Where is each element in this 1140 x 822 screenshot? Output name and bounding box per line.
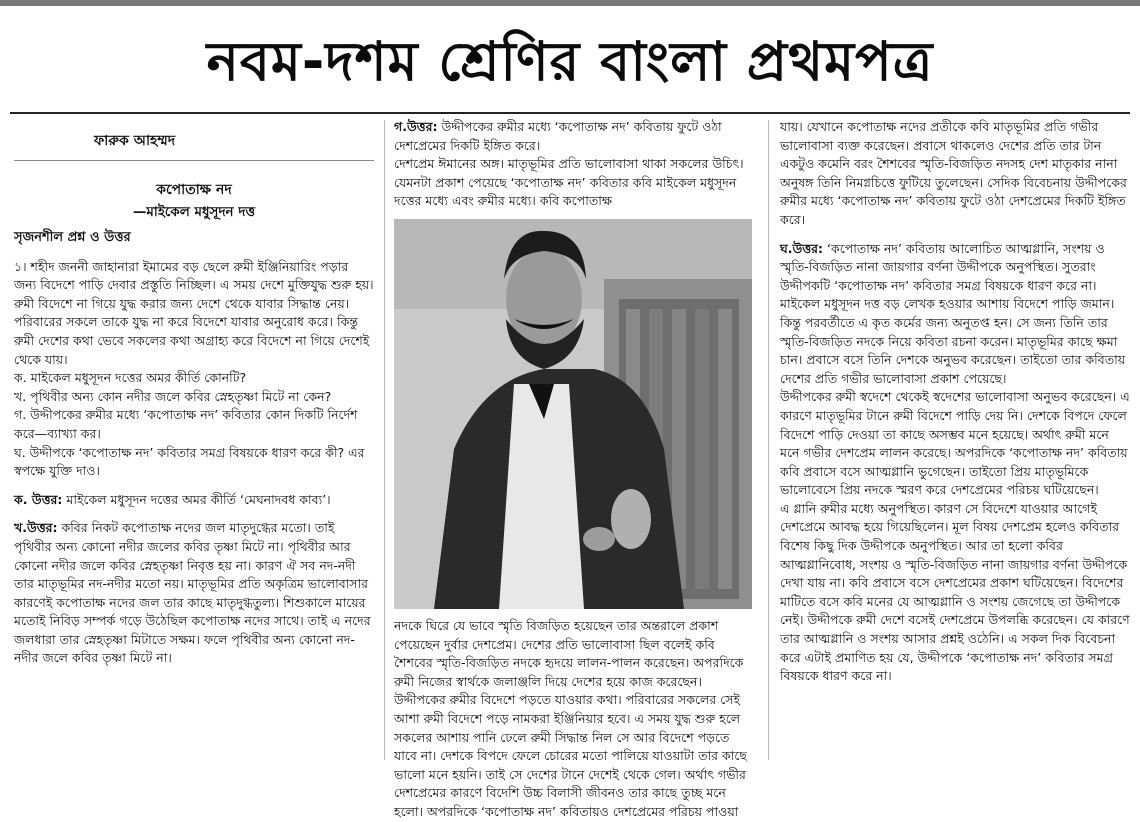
answer-ga-intro [394, 118, 754, 155]
column-2 [394, 118, 754, 822]
poem-title: কপোতাক্ষ নদ [156, 182, 232, 198]
answer-ga-para-1: দেশপ্রেম ঈমানের অঙ্গ। মাতৃভূমির প্রতি ভালোবাসা থাকা সকলের উচিৎ। যেমনটা প্রকাশ পেয়েছে ‘কপোতাক্ষ নদ’ কবিতার কবি মাইকেল মধুসূদন দত্তের মধ্যে এবং রুমীর মধ্যে। কবি কপোতাক্ষ [394, 156, 744, 209]
poet-portrait [394, 219, 752, 609]
question-kha: খ. পৃথিবীর অন্য কোন নদীর জলে কবির স্নেহতৃষ্ণা মিটে না কেন? [14, 388, 332, 404]
column-divider-2 [768, 120, 769, 760]
answer-gha-text: ‘কপোতাক্ষ নদ’ কবিতায় আলোচিত আত্মগ্লানি, সংশয় ও স্মৃতি-বিজড়িত নানা জায়গার বর্ণনা উদ্দীপকে অনুপস্থিত। সুতরাং উদ্দীপকটি ‘কপোতাক্ষ নদ’ কবিতার সমগ্র বিষয়কে ধারণ করে না। মাইকেল মধুসূদন দত্ত বড় লেখক হওয়ার আশায় বিদেশে পাড়ি জমান। কিন্তু পরবর্তীতে এ কৃত কর্মের জন্য অনুতপ্ত হন। সে জন্য তিনি তার স্মৃতি-বিজড়িত নদকে নিয়ে কবিতা রচনা করেন। মাতৃভূমির কাছে ক্ষমা চান। প্রবাসে বসে তিনি দেশকে অনুভব করেছেন। তাইতো তার কবিতায় দেশের প্রতি গভীর ভালোবাসা প্রকাশ পেয়েছে। [780, 240, 1126, 386]
answer-gha-intro [780, 240, 1132, 389]
answer-gha-para-3: এ গ্লানি রুমীর মধ্যে অনুপস্থিত। কারণ সে বিদেশে যাওয়ার আগেই দেশপ্রেমে আবদ্ধ হয়ে গিয়েছিলেন। মূল বিষয় দেশপ্রেম হলেও কবিতার বিশেষ কিছু দিক উদ্দীপকে অনুপস্থিত। আর তা হলো কবির আত্মগ্লানিবোধ, সংশয় ও স্মৃতি-বিজড়িত নানা জায়গার বর্ণনা উদ্দীপকে দেখা যায় না। কবি প্রবাসে বসে দেশপ্রেমের প্রকাশ ঘটিয়েছেন। বিদেশের মাটিতে বসে কবি মনের যে আত্মগ্লানি ও সংশয় জেগেছে তা উদ্দীপকে নেই। উদ্দীপকে রুমী দেশে বসেই দেশপ্রেমে উপলব্ধি করেছেন। যে কারণে তার আত্মগ্লানি ও সংশয় আসার প্রশ্নই ওঠেনি। এ সকল দিক বিবেচনা করে এটাই প্রমাণিত হয় যে, উদ্দীপকে ‘কপোতাক্ষ নদ’ কবিতার সমগ্র বিষয়কে ধারণ করে না। [780, 500, 1130, 684]
answer-gha-para-2: উদ্দীপকের রুমী স্বদেশে থেকেই স্বদেশের ভালোবাসা অনুভব করেছেন। এ কারণে মাতৃভূমির টানে রুমী বিদেশে পাড়ি দেয় নি। দেশকে বিপদে ফেলে বিদেশে পাড়ি দেওয়া তা কাছে অসম্ভব মনে হয়েছে। অর্থাৎ রুমী মনে মনে গভীর দেশপ্রেম লালন করেছে। অপরদিকে ‘কপোতাক্ষ নদ’ কবিতায় কবি প্রবাসে বসে আত্মগ্লানি ভুগেছেন। তাইতো প্রিয় মাতৃভূমিকে ভালোবেসে প্রিয় নদকে স্মরণ করে দেশপ্রেমের পরিচয় ঘটিয়েছেন। [780, 389, 1130, 498]
answer-kha-label: খ.উত্তর: [14, 520, 58, 536]
question-gha: ঘ. উদ্দীপকে ‘কপোতাক্ষ নদ’ কবিতার সমগ্র বিষয়কে ধারণ করে কী? এর স্বপক্ষে যুক্তি দাও। [14, 444, 365, 479]
section-heading: সৃজনশীল প্রশ্ন ও উত্তর [14, 230, 131, 245]
column-1 [14, 128, 374, 668]
headline-rule [10, 112, 1130, 114]
question-ka: ক. মাইকেল মধুসূদন দত্তের অমর কীর্তি কোনটি? [14, 370, 247, 386]
author-name: ফারুক আহম্মদ [94, 133, 176, 149]
answer-ga-para-2: নদকে ঘিরে যে ভাবে স্মৃতি বিজড়িত হয়েছেন তার অন্তরালে প্রকাশ পেয়েছেন দুর্বার দেশপ্রেম। দেশের প্রতি ভালোবাসা ছিল বলেই কবি শৈশবের স্মৃতি-বিজড়িত নদকে হৃদয়ে লালন-পালন করেছেন। অপরদিকে রুমী নিজের স্বার্থকে জলাঞ্জলি দিয়ে দেশের হয়ে কাজ করেছেন। [394, 617, 744, 689]
poet-name: —মাইকেল মধুসূদন দত্ত [132, 204, 256, 220]
answer-ga-para-4: যায়। যেখানে কপোতাক্ষ নদের প্রতীকে কবি মাতৃভূমির প্রতি গভীর ভালোবাসা ব্যক্ত করেছেন। প্রবাসে থাকলেও দেশের প্রতি তার টান একটুও কমেনি বরং শৈশবের স্মৃতি-বিজড়িত নদসহ দেশ মাতৃকার নানা অনুষঙ্গ তিনি নিমগ্নচিত্তে ফুটিয়ে তুলেছেন। সেদিক বিবেচনায় উদ্দীপকের রুমীর মধ্যে ‘কপোতাক্ষ নদ’ কবিতায় ফুটে ওঠা দেশপ্রেমের দিকটি ইঙ্গিত করে। [780, 119, 1127, 227]
question-stem: ১। শহীদ জননী জাহানারা ইমামের বড় ছেলে রুমী ইঞ্জিনিয়ারিং পড়ার জন্য বিদেশে পাড়ি দেবার প্রস্তুতি নিচ্ছিল। এ সময় দেশে মুক্তিযুদ্ধ শুরু হয়। রুমী বিদেশে না গিয়ে যুদ্ধ করার জন্য দেশে থেকে যাবার সিদ্ধান্ত নেয়। পরিবারের সকলে তাকে যুদ্ধ না করে বিদেশে যাবার অনুরোধ করে। কিন্তু রুমী দেশের কথা ভেবে সকলের কথা অগ্রাহ্য করে বিদেশে না গিয়ে দেশেই থেকে যায়। [14, 258, 374, 367]
question-ga: গ. উদ্দীপকের রুমীর মধ্যে ‘কপোতাক্ষ নদ’ কবিতার কোন দিকটি নির্দেশ করে—ব্যাখ্যা কর। [14, 407, 358, 441]
answer-ga-text: উদ্দীপকের রুমীর মধ্যে ‘কপোতাক্ষ নদ’ কবিতায় ফুটে ওঠা দেশপ্রেমের দিকটি ইঙ্গিত করে। [394, 119, 722, 153]
column-3 [780, 118, 1132, 686]
answer-kha-text: কবির নিকট কপোতাক্ষ নদের জল মাতৃদুগ্ধের মতো। তাই পৃথিবীর অন্য কোনো নদীর জলের কবির তৃষ্ণা মিটে না। পৃথিবীর আর কোনো নদীর জলে কবির স্নেহতৃষ্ণা নিবৃত্ত হয় না। কারণ ঐ সব নদ-নদী তার মাতৃভূমির নদ-নদীর মতো নয়। মাতৃভূমির প্রতি অকৃত্রিম ভালোবাসার কারণেই কপোতাক্ষ নদের জল তার কাছে মাতৃদুগ্ধতুল্য। শিশুকালে মায়ের মতোই নিবিড় সম্পর্ক গড়ে উঠেছিল কপোতাক্ষ নদের সাথে। তাই এ নদের জলধারা তার স্নেহতৃষ্ণা মিটাতে সক্ষম। ফলে পৃথিবীর অন্য কোনো নদ-নদীর জলে কবির তৃষ্ণা মিটে না। [14, 520, 371, 666]
answer-ka [14, 491, 374, 510]
author-rule [14, 160, 374, 161]
answer-ga-para-3: উদ্দীপকের রুমীর বিদেশে পড়তে যাওয়ার কথা। পরিবারের সকলের সেই আশা রুমী বিদেশে পড়ে নামকরা ইঞ্জিনিয়ার হবে। এ সময় যুদ্ধ শুরু হলে সকলের আশায় পানি ঢেলে রুমী সিদ্ধান্ত নিল সে আর বিদেশে পড়তে যাবে না। দেশকে বিপদে ফেলে চোরের মতো পালিয়ে যাওয়াটা তার কাছে ভালো মনে হয়নি। তাই সে দেশের টানে দেশেই থেকে গেল। অর্থাৎ গভীর দেশপ্রেমের কারণে বিদেশি উচ্চ বিলাসী জীবনও তার কাছে তুচ্ছ মনে হলো। অপরদিকে ‘কপোতাক্ষ নদ’ কবিতায়ও দেশপ্রেমের পরিচয় পাওয়া [394, 692, 747, 819]
answer-ka-label: ক. উত্তর: [14, 491, 63, 507]
answer-kha [14, 519, 374, 668]
top-border [0, 0, 1140, 6]
answer-ka-text: মাইকেল মধুসূদন দত্তের অমর কীর্তি ‘মেঘনাদবধ কাব্য’। [62, 491, 331, 507]
page-headline: নবম-দশম শ্রেণির বাংলা প্রথমপত্র [206, 30, 934, 93]
column-divider-1 [384, 120, 385, 760]
answer-gha-label: ঘ.উত্তর: [780, 240, 824, 256]
answer-ga-label: গ.উত্তর: [394, 119, 438, 134]
